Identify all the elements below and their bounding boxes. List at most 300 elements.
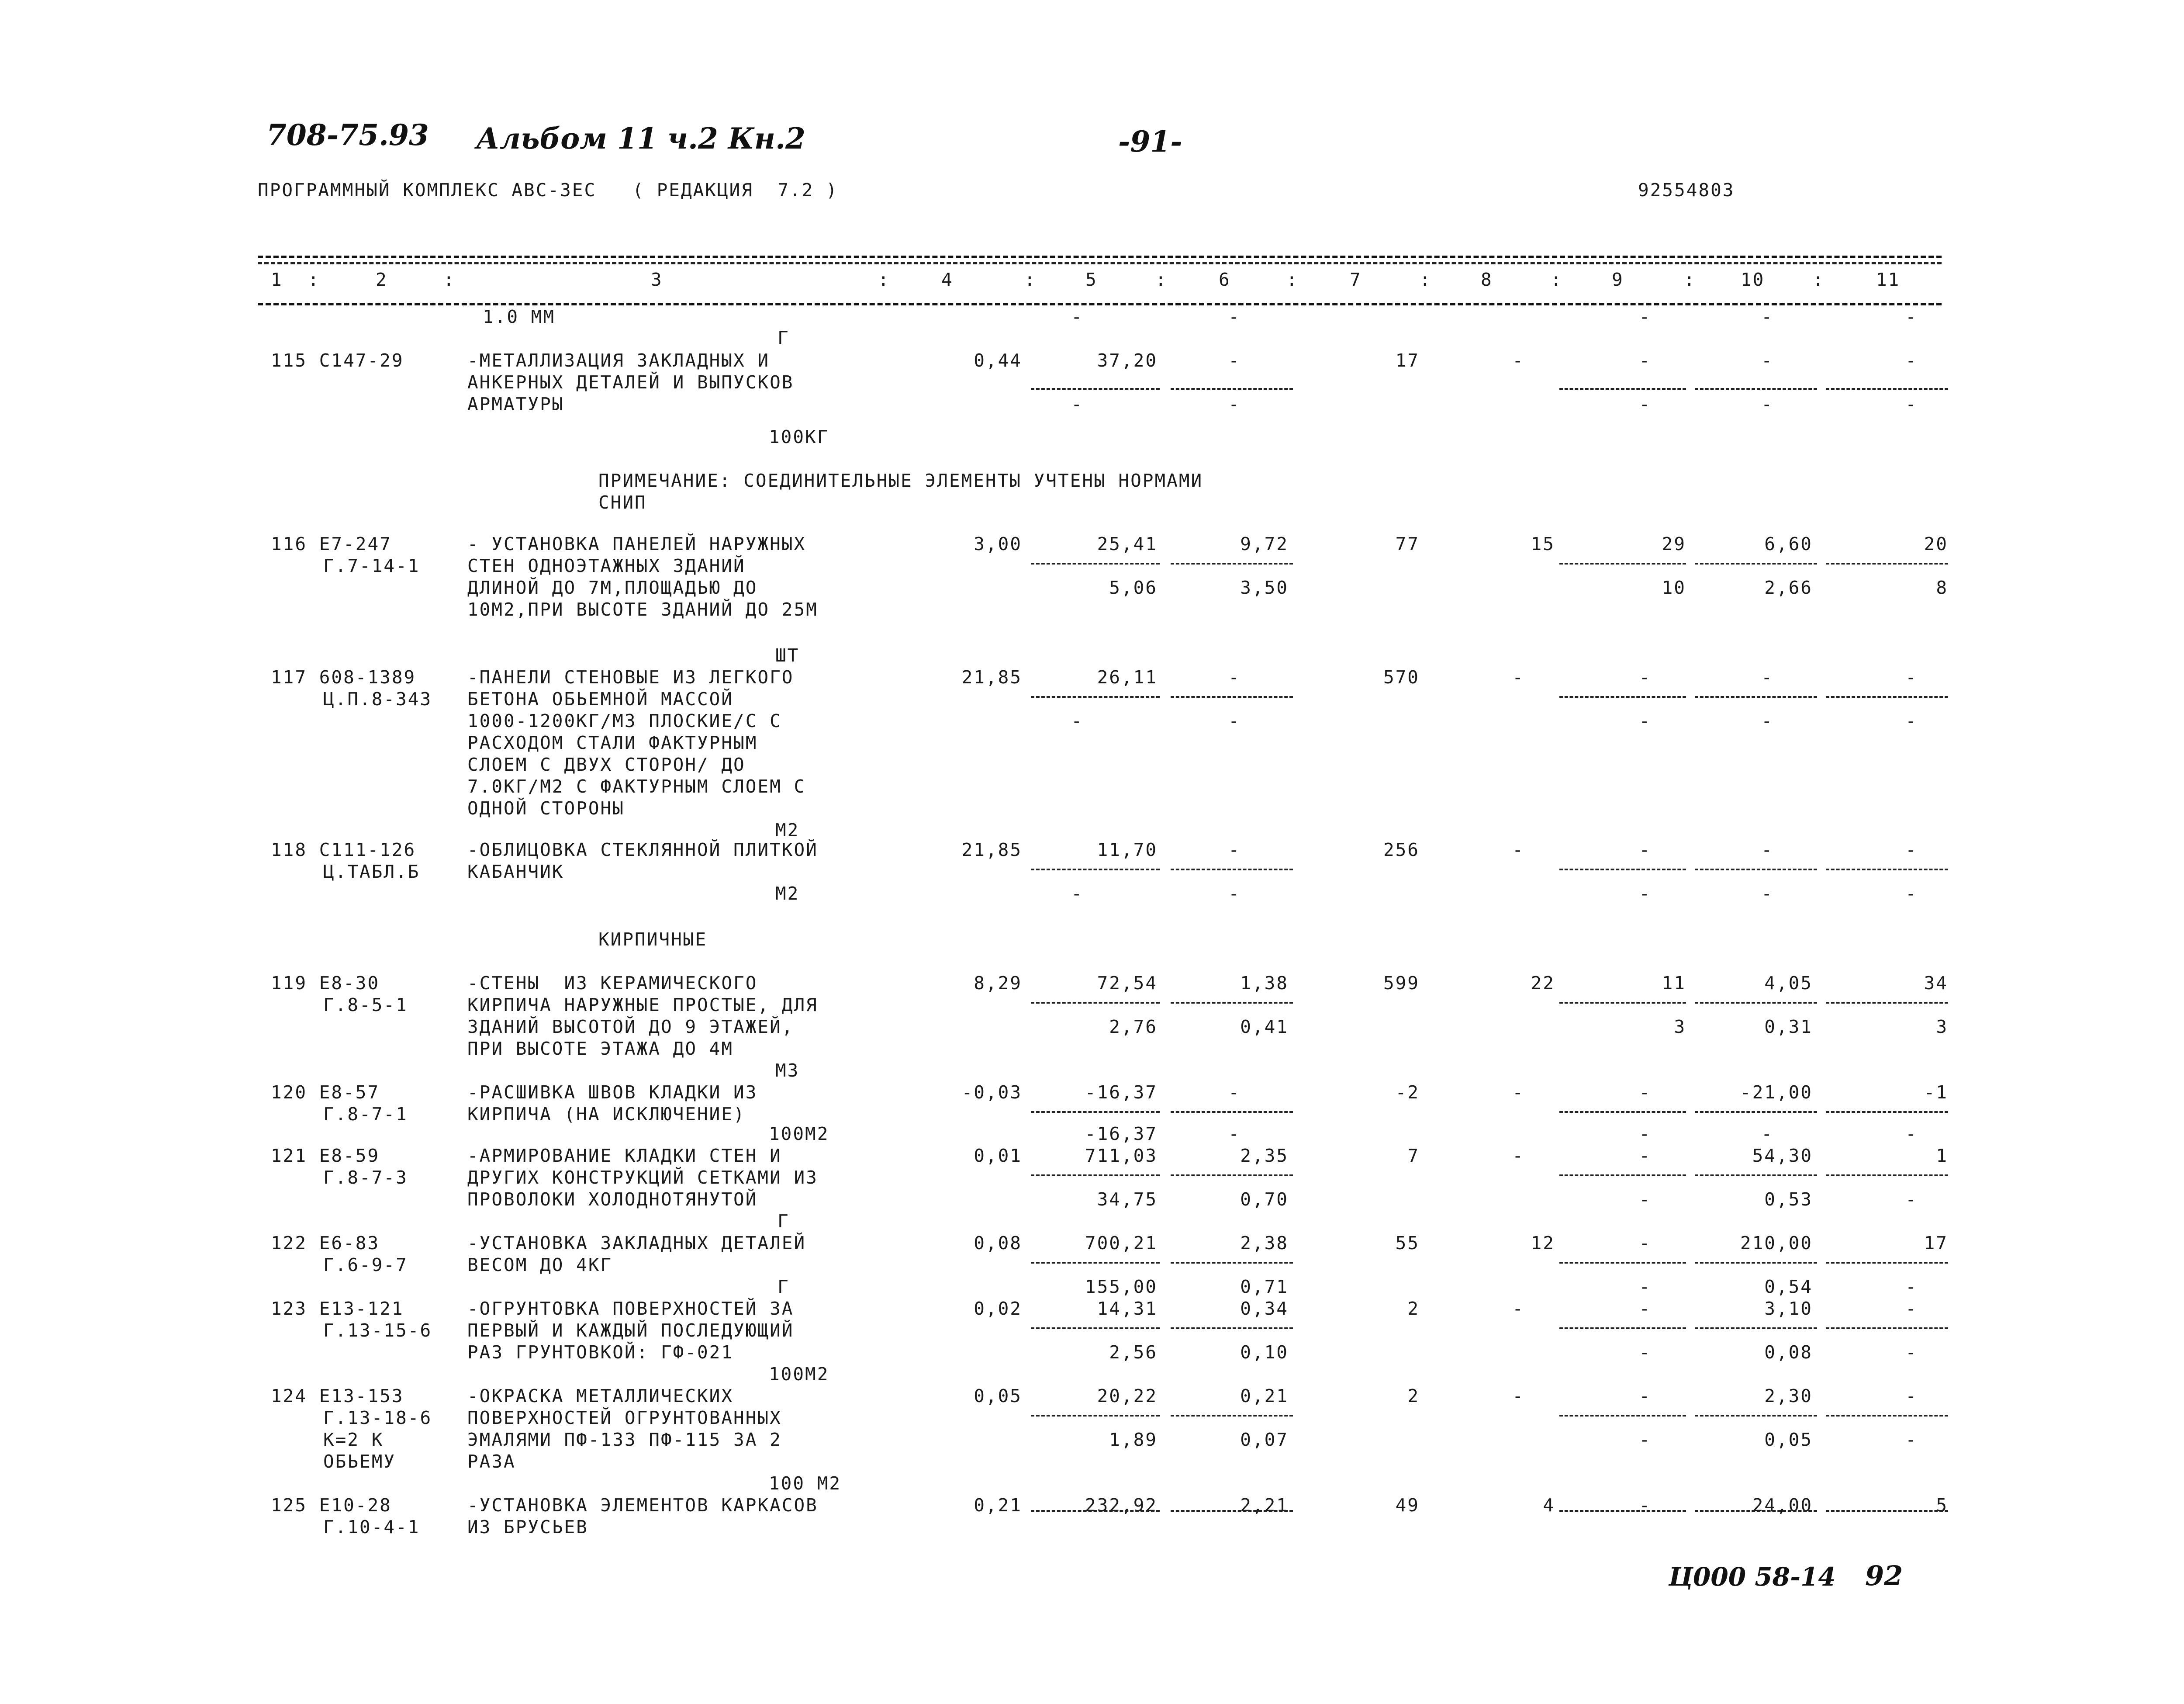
table-text-r124q: - (1639, 1429, 1651, 1450)
table-text-r120f: -2 (1395, 1082, 1420, 1103)
table-text-r118n: - (1071, 883, 1083, 904)
table-text-r117c: 21,85 (961, 667, 1022, 688)
header-top-rule (258, 256, 1942, 258)
table-text-r119a: 119 Е8-30 (271, 973, 380, 994)
wage-underline (1695, 1111, 1817, 1113)
table-text-r117s: РАСХОДОМ СТАЛИ ФАКТУРНЫМ (467, 732, 758, 753)
table-text-r125c: 0,21 (974, 1495, 1022, 1516)
table-text-r124j: - (1905, 1385, 1918, 1406)
table-text-r123f: 2 (1407, 1298, 1420, 1319)
cost-underline (1171, 1262, 1293, 1264)
table-text-r120e: - (1228, 1082, 1241, 1103)
table-text-r116l: СТЕН ОДНОЭТАЖНЫХ ЗДАНИЙ (467, 555, 746, 576)
col-sep: : (443, 269, 456, 290)
table-text-r123a: 123 Е13-121 (271, 1298, 404, 1319)
col-header-11: 11 (1876, 269, 1901, 290)
table-text-r116m: ДЛИНОЙ ДО 7М,ПЛОЩАДЬЮ ДО (467, 577, 758, 598)
col-header-5: 5 (1085, 269, 1098, 290)
table-text-r125j: 5 (1936, 1495, 1948, 1516)
table-text-r117h: - (1639, 667, 1651, 688)
table-text-r121d: 711,03 (1085, 1145, 1158, 1166)
document-number: 92554803 (1638, 180, 1735, 201)
table-text-r124f: 2 (1407, 1385, 1420, 1406)
cost-underline (1171, 1327, 1293, 1329)
table-text-r120d: -16,37 (1085, 1082, 1158, 1103)
table-text-r117e: - (1228, 667, 1241, 688)
table-text-r122a: 122 Е6-83 (271, 1233, 380, 1254)
table-text-r123d: 14,31 (1097, 1298, 1158, 1319)
wage-underline (1559, 1415, 1686, 1417)
cost-underline (1031, 1510, 1160, 1512)
wage-underline (1559, 1262, 1686, 1264)
table-text-r120n: -16,37 (1085, 1123, 1158, 1144)
cost-underline (1171, 1174, 1293, 1176)
table-text-r115e: - (1228, 350, 1241, 371)
wage-underline (1559, 1327, 1686, 1329)
cost-underline (1171, 1510, 1293, 1512)
table-text-r122p: - (1639, 1276, 1651, 1297)
table-text-r118m: М2 (775, 883, 800, 904)
table-text-r124s: - (1905, 1429, 1918, 1450)
table-text-r119f: 599 (1383, 973, 1420, 994)
table-text-r123i: 3,10 (1764, 1298, 1813, 1319)
wage-underline (1695, 1262, 1817, 1264)
table-text-r117t: СЛОЕМ С ДВУХ СТОРОН/ ДО (467, 754, 746, 775)
table-text-r115q: - (1905, 394, 1918, 415)
table-text-r122f: 55 (1395, 1233, 1420, 1254)
table-text-r115c: 0,44 (974, 350, 1022, 371)
table-text-r123l: ПЕРВЫЙ И КАЖДЫЙ ПОСЛЕДУЮЩИЙ (467, 1320, 794, 1341)
handwritten-footer-number: 92 (1865, 1560, 1903, 1592)
table-text-r120c: -0,03 (961, 1082, 1022, 1103)
table-text-l02: - (1071, 306, 1083, 327)
cost-underline (1031, 869, 1160, 870)
table-text-r116h: 29 (1662, 533, 1686, 554)
wage-underline (1826, 1262, 1948, 1264)
table-text-r119o: 0,41 (1240, 1016, 1289, 1037)
table-text-r116e: 9,72 (1240, 533, 1289, 554)
table-text-r115o: - (1639, 394, 1651, 415)
table-text-r117l: БЕТОНА ОБЬЕМНОЙ МАССОЙ (467, 689, 734, 710)
cost-underline (1031, 1415, 1160, 1417)
table-text-r124c: 0,05 (974, 1385, 1022, 1406)
wage-underline (1695, 1174, 1817, 1176)
table-text-r119m: ЗДАНИЙ ВЫСОТОЙ ДО 9 ЭТАЖЕЙ, (467, 1016, 794, 1037)
cost-underline (1031, 1111, 1160, 1113)
col-sep: : (1420, 269, 1432, 290)
table-text-r115a: 115 С147-29 (271, 350, 404, 371)
table-text-r115m: - (1071, 394, 1083, 415)
wage-underline (1559, 1510, 1686, 1512)
table-text-r118p: - (1639, 883, 1651, 904)
col-header-8: 8 (1481, 269, 1493, 290)
wage-underline (1826, 696, 1948, 698)
table-text-r121a: 121 Е8-59 (271, 1145, 380, 1166)
wage-underline (1695, 1415, 1817, 1417)
table-text-r121h: - (1639, 1145, 1651, 1166)
table-text-r116s: 10М2,ПРИ ВЫСОТЕ ЗДАНИЙ ДО 25М (467, 599, 818, 620)
table-text-r116i: 6,60 (1764, 533, 1813, 554)
table-text-r124v: 100 М2 (769, 1473, 842, 1494)
table-text-r115b: -МЕТАЛЛИЗАЦИЯ ЗАКЛАДНЫХ И (467, 350, 770, 371)
table-text-r117r: - (1905, 710, 1918, 731)
table-text-r124a: 124 Е13-153 (271, 1385, 404, 1406)
table-text-r118c: 21,85 (961, 839, 1022, 860)
wage-underline (1826, 869, 1948, 870)
wage-underline (1826, 1111, 1948, 1113)
table-text-r118h: - (1639, 839, 1651, 860)
wage-underline (1559, 1111, 1686, 1113)
wage-underline (1826, 1174, 1948, 1176)
table-text-r118g: - (1512, 839, 1524, 860)
table-text-r116d: 25,41 (1097, 533, 1158, 554)
table-text-r120k: Г.8-7-1 (323, 1104, 408, 1125)
col-header-9: 9 (1612, 269, 1624, 290)
col-header-6: 6 (1219, 269, 1231, 290)
wage-underline (1559, 869, 1686, 870)
table-text-r121o: 0,70 (1240, 1189, 1289, 1210)
table-text-r116r: 8 (1936, 577, 1948, 598)
table-text-r116o: 3,50 (1240, 577, 1289, 598)
table-text-r121b: -АРМИРОВАНИЕ КЛАДКИ СТЕН И (467, 1145, 782, 1166)
cost-underline (1171, 1002, 1293, 1004)
table-text-r123o: 0,10 (1240, 1342, 1289, 1363)
table-text-r117a: 117 608-1389 (271, 667, 416, 688)
table-text-r118i: - (1761, 839, 1773, 860)
table-text-r118o: - (1228, 883, 1241, 904)
table-text-r124r: 0,05 (1764, 1429, 1813, 1450)
table-text-r116b: - УСТАНОВКА ПАНЕЛЕЙ НАРУЖНЫХ (467, 533, 806, 554)
table-text-r122c: 0,08 (974, 1233, 1022, 1254)
table-text-n2: СНИП (598, 492, 647, 513)
table-text-r123e: 0,34 (1240, 1298, 1289, 1319)
table-text-r119p: 3 (1674, 1016, 1686, 1037)
table-text-l04: - (1639, 306, 1651, 327)
table-text-r117f: 570 (1383, 667, 1420, 688)
table-text-r122k: Г.6-9-7 (323, 1254, 408, 1275)
col-header-10: 10 (1741, 269, 1765, 290)
table-text-r123g: - (1512, 1298, 1524, 1319)
table-text-r121l: ДРУГИХ КОНСТРУКЦИЙ СЕТКАМИ ИЗ (467, 1167, 818, 1188)
table-text-r121c: 0,01 (974, 1145, 1022, 1166)
wage-underline (1695, 1327, 1817, 1329)
wage-underline (1826, 1510, 1948, 1512)
table-text-r125h: - (1639, 1495, 1651, 1516)
handwritten-doc-code: 708-75.93 (266, 118, 429, 152)
table-text-r117k: Ц.П.8-343 (323, 689, 432, 710)
cost-underline (1171, 1415, 1293, 1417)
table-text-r118f: 256 (1383, 839, 1420, 860)
table-text-r115g: - (1512, 350, 1524, 371)
table-text-r119k: Г.8-5-1 (323, 994, 408, 1015)
table-text-r121k: Г.8-7-3 (323, 1167, 408, 1188)
table-text-r117j: - (1905, 667, 1918, 688)
handwritten-album: Альбом 11 ч.2 Кн.2 (476, 121, 805, 156)
table-text-r125k: Г.10-4-1 (323, 1517, 420, 1538)
cost-underline (1171, 696, 1293, 698)
col-sep: : (1684, 269, 1696, 290)
table-text-r122d: 700,21 (1085, 1233, 1158, 1254)
table-text-r119b: -СТЕНЫ ИЗ КЕРАМИЧЕСКОГО (467, 973, 758, 994)
table-text-r121q: 0,53 (1764, 1189, 1813, 1210)
col-sep: : (1286, 269, 1299, 290)
table-text-r124n: ЭМАЛЯМИ ПФ-133 ПФ-115 ЗА 2 (467, 1429, 782, 1450)
wage-underline (1695, 388, 1817, 390)
table-text-r116n: 5,06 (1109, 577, 1158, 598)
table-text-r122g: 12 (1531, 1233, 1555, 1254)
cost-underline (1171, 388, 1293, 390)
table-text-r118e: - (1228, 839, 1241, 860)
table-text-r121p: - (1639, 1189, 1651, 1210)
table-text-r122n: 155,00 (1085, 1276, 1158, 1297)
header-top-rule-2 (258, 262, 1942, 264)
table-text-r121j: 1 (1936, 1145, 1948, 1166)
table-text-r120q: - (1761, 1123, 1773, 1144)
table-text-r116p: 10 (1662, 577, 1686, 598)
table-text-r117o: - (1228, 710, 1241, 731)
table-text-r115i: - (1761, 350, 1773, 371)
cost-underline (1171, 563, 1293, 565)
table-text-r116t: ШТ (775, 645, 800, 666)
table-text-r121g: - (1512, 1145, 1524, 1166)
wage-underline (1695, 696, 1817, 698)
table-text-r124b: -ОКРАСКА МЕТАЛЛИЧЕСКИХ (467, 1385, 734, 1406)
table-text-r123j: - (1905, 1298, 1918, 1319)
wage-underline (1695, 563, 1817, 565)
table-text-r123q: 0,08 (1764, 1342, 1813, 1363)
table-text-r115r: 100КГ (769, 426, 829, 447)
col-header-3: 3 (651, 269, 663, 290)
table-text-r119i: 4,05 (1764, 973, 1813, 994)
wage-underline (1826, 388, 1948, 390)
table-text-r119t: М3 (775, 1060, 800, 1081)
table-text-r117u: 7.0КГ/М2 С ФАКТУРНЫМ СЛОЕМ С (467, 776, 806, 797)
table-text-r115d: 37,20 (1097, 350, 1158, 371)
table-text-r122r: - (1905, 1276, 1918, 1297)
table-text-r123m: РАЗ ГРУНТОВКОЙ: ГФ-021 (467, 1342, 734, 1363)
table-text-r117n: - (1071, 710, 1083, 731)
handwritten-page-number: -91- (1118, 125, 1182, 159)
table-text-n1: ПРИМЕЧАНИЕ: СОЕДИНИТЕЛЬНЫЕ ЭЛЕМЕНТЫ УЧТЕНЫ НОРМАМИ (598, 470, 1203, 491)
table-text-l07: Г (778, 327, 790, 348)
table-text-r122b: -УСТАНОВКА ЗАКЛАДНЫХ ДЕТАЛЕЙ (467, 1233, 806, 1254)
table-text-r121s: Г (778, 1211, 790, 1232)
table-text-r119n: 2,76 (1109, 1016, 1158, 1037)
table-text-r123r: - (1905, 1342, 1918, 1363)
table-text-r120h: - (1639, 1082, 1651, 1103)
table-text-r121i: 54,30 (1752, 1145, 1813, 1166)
table-text-r119g: 22 (1531, 973, 1555, 994)
wage-underline (1559, 1002, 1686, 1004)
table-text-r124d: 20,22 (1097, 1385, 1158, 1406)
table-text-r118b: -ОБЛИЦОВКА СТЕКЛЯННОЙ ПЛИТКОЙ (467, 839, 818, 860)
cost-underline (1171, 869, 1293, 870)
table-text-r120i: -21,00 (1740, 1082, 1813, 1103)
table-text-r125f: 49 (1395, 1495, 1420, 1516)
wage-underline (1559, 696, 1686, 698)
col-header-4: 4 (941, 269, 954, 290)
cost-underline (1031, 563, 1160, 565)
col-header-1: 1 (271, 269, 283, 290)
table-text-r122h: - (1639, 1233, 1651, 1254)
table-text-r117i: - (1761, 667, 1773, 688)
cost-underline (1031, 388, 1160, 390)
table-text-r124m: К=2 К (323, 1429, 384, 1450)
table-text-r120j: -1 (1924, 1082, 1948, 1103)
table-text-r117b: -ПАНЕЛИ СТЕНОВЫЕ ИЗ ЛЕГКОГО (467, 667, 794, 688)
table-text-r124k: Г.13-18-6 (323, 1407, 432, 1428)
cost-underline (1031, 1262, 1160, 1264)
header-bottom-rule (258, 303, 1942, 305)
table-text-r123n: 2,56 (1109, 1342, 1158, 1363)
table-text-r121m: ПРОВОЛОКИ ХОЛОДНОТЯНУТОЙ (467, 1189, 758, 1210)
table-text-r125a: 125 Е10-28 (271, 1495, 392, 1516)
table-text-r117d: 26,11 (1097, 667, 1158, 688)
table-text-r115h: - (1639, 350, 1651, 371)
table-text-r118l: КАБАНЧИК (467, 861, 564, 882)
table-text-r122i: 210,00 (1740, 1233, 1813, 1254)
table-text-r118d: 11,70 (1097, 839, 1158, 860)
table-text-r119h: 11 (1662, 973, 1686, 994)
table-text-r119q: 0,31 (1764, 1016, 1813, 1037)
table-text-r122e: 2,38 (1240, 1233, 1289, 1254)
cost-underline (1031, 1327, 1160, 1329)
table-text-r118r: - (1905, 883, 1918, 904)
wage-underline (1826, 563, 1948, 565)
table-text-r120l: КИРПИЧА (НА ИСКЛЮЧЕНИЕ) (467, 1104, 746, 1125)
cost-underline (1031, 696, 1160, 698)
table-text-l01: 1.0 ММ (483, 306, 556, 327)
cost-underline (1031, 1002, 1160, 1004)
table-text-r119c: 8,29 (974, 973, 1022, 994)
program-line: ПРОГРАММНЫЙ КОМПЛЕКС АВС-3ЕС ( РЕДАКЦИЯ 7.2 ) (258, 180, 838, 201)
table-text-r119l: КИРПИЧА НАРУЖНЫЕ ПРОСТЫЕ, ДЛЯ (467, 994, 818, 1015)
table-text-r122o: 0,71 (1240, 1276, 1289, 1297)
table-text-r124h: - (1639, 1385, 1651, 1406)
table-text-r117g: - (1512, 667, 1524, 688)
table-text-r116c: 3,00 (974, 533, 1022, 554)
wage-underline (1559, 388, 1686, 390)
wage-underline (1559, 563, 1686, 565)
table-text-r123p: - (1639, 1342, 1651, 1363)
table-text-r125g: 4 (1543, 1495, 1555, 1516)
table-text-r123c: 0,02 (974, 1298, 1022, 1319)
table-text-r116f: 77 (1395, 533, 1420, 554)
table-text-r119d: 72,54 (1097, 973, 1158, 994)
wage-underline (1826, 1327, 1948, 1329)
table-text-r118q: - (1761, 883, 1773, 904)
wage-underline (1695, 869, 1817, 870)
col-sep: : (1155, 269, 1168, 290)
table-text-r123b: -ОГРУНТОВКА ПОВЕРХНОСТЕЙ ЗА (467, 1298, 794, 1319)
table-text-r119s: ПРИ ВЫСОТЕ ЭТАЖА ДО 4М (467, 1038, 734, 1059)
table-text-r117q: - (1761, 710, 1773, 731)
table-text-r115l: АРМАТУРЫ (467, 394, 564, 415)
col-sep: : (1024, 269, 1037, 290)
table-text-r122j: 17 (1924, 1233, 1948, 1254)
table-text-r116g: 15 (1531, 533, 1555, 554)
table-text-r116k: Г.7-14-1 (323, 555, 420, 576)
col-sep: : (308, 269, 320, 290)
table-text-r124l: ПОВЕРХНОСТЕЙ ОГРУНТОВАННЫХ (467, 1407, 782, 1428)
table-text-r125b: -УСТАНОВКА ЭЛЕМЕНТОВ КАРКАСОВ (467, 1495, 818, 1516)
table-text-l03: - (1228, 306, 1241, 327)
table-text-r117m: 1000-1200КГ/М3 ПЛОСКИЕ/С С (467, 710, 782, 731)
table-text-r115p: - (1761, 394, 1773, 415)
col-sep: : (1813, 269, 1825, 290)
wage-underline (1695, 1002, 1817, 1004)
table-text-r117p: - (1639, 710, 1651, 731)
table-text-r122l: ВЕСОМ ДО 4КГ (467, 1254, 613, 1275)
table-text-l06: - (1905, 306, 1918, 327)
table-text-r115f: 17 (1395, 350, 1420, 371)
table-text-r119r: 3 (1936, 1016, 1948, 1037)
table-text-r120o: - (1228, 1123, 1241, 1144)
table-text-r120p: - (1639, 1123, 1651, 1144)
table-text-r120m: 100М2 (769, 1123, 829, 1144)
table-text-r123s: 100М2 (769, 1364, 829, 1385)
table-text-r124e: 0,21 (1240, 1385, 1289, 1406)
table-text-r116j: 20 (1924, 533, 1948, 554)
handwritten-footer-ref: Ц000 58-14 (1669, 1562, 1836, 1592)
table-text-r121r: - (1905, 1189, 1918, 1210)
table-text-r120b: -РАСШИВКА ШВОВ КЛАДКИ ИЗ (467, 1082, 758, 1103)
wage-underline (1695, 1510, 1817, 1512)
table-text-r124o: 1,89 (1109, 1429, 1158, 1450)
col-sep: : (878, 269, 890, 290)
table-text-r122m: Г (778, 1276, 790, 1297)
table-text-r116a: 116 Е7-247 (271, 533, 392, 554)
table-text-r125i: 24,00 (1752, 1495, 1813, 1516)
wage-underline (1826, 1002, 1948, 1004)
table-text-r117w: М2 (775, 820, 800, 841)
col-sep: : (1551, 269, 1563, 290)
table-text-r115k: АНКЕРНЫХ ДЕТАЛЕЙ И ВЫПУСКОВ (467, 372, 794, 393)
table-text-r121n: 34,75 (1097, 1189, 1158, 1210)
table-text-r115j: - (1905, 350, 1918, 371)
table-text-r121f: 7 (1407, 1145, 1420, 1166)
table-text-r116q: 2,66 (1764, 577, 1813, 598)
table-text-r120a: 120 Е8-57 (271, 1082, 380, 1103)
table-text-r125l: ИЗ БРУСЬЕВ (467, 1517, 588, 1538)
table-text-r124t: ОБЬЕМУ (323, 1451, 396, 1472)
table-text-r115n: - (1228, 394, 1241, 415)
table-text-r118a: 118 С111-126 (271, 839, 416, 860)
table-text-r119j: 34 (1924, 973, 1948, 994)
cost-underline (1171, 1111, 1293, 1113)
table-text-r121e: 2,35 (1240, 1145, 1289, 1166)
table-text-r118j: - (1905, 839, 1918, 860)
table-text-r118k: Ц.ТАБЛ.Б (323, 861, 420, 882)
table-text-r124u: РАЗА (467, 1451, 516, 1472)
table-text-r123k: Г.13-15-6 (323, 1320, 432, 1341)
cost-underline (1031, 1174, 1160, 1176)
wage-underline (1559, 1174, 1686, 1176)
table-text-s1: КИРПИЧНЫЕ (598, 929, 708, 950)
table-text-r120r: - (1905, 1123, 1918, 1144)
table-text-r123h: - (1639, 1298, 1651, 1319)
table-text-r122q: 0,54 (1764, 1276, 1813, 1297)
table-text-r124i: 2,30 (1764, 1385, 1813, 1406)
wage-underline (1826, 1415, 1948, 1417)
table-text-r117v: ОДНОЙ СТОРОНЫ (467, 798, 625, 819)
table-text-r125e: 2,21 (1240, 1495, 1289, 1516)
table-text-r120g: - (1512, 1082, 1524, 1103)
col-header-2: 2 (376, 269, 388, 290)
col-header-7: 7 (1350, 269, 1362, 290)
table-text-l05: - (1761, 306, 1773, 327)
table-text-r124g: - (1512, 1385, 1524, 1406)
